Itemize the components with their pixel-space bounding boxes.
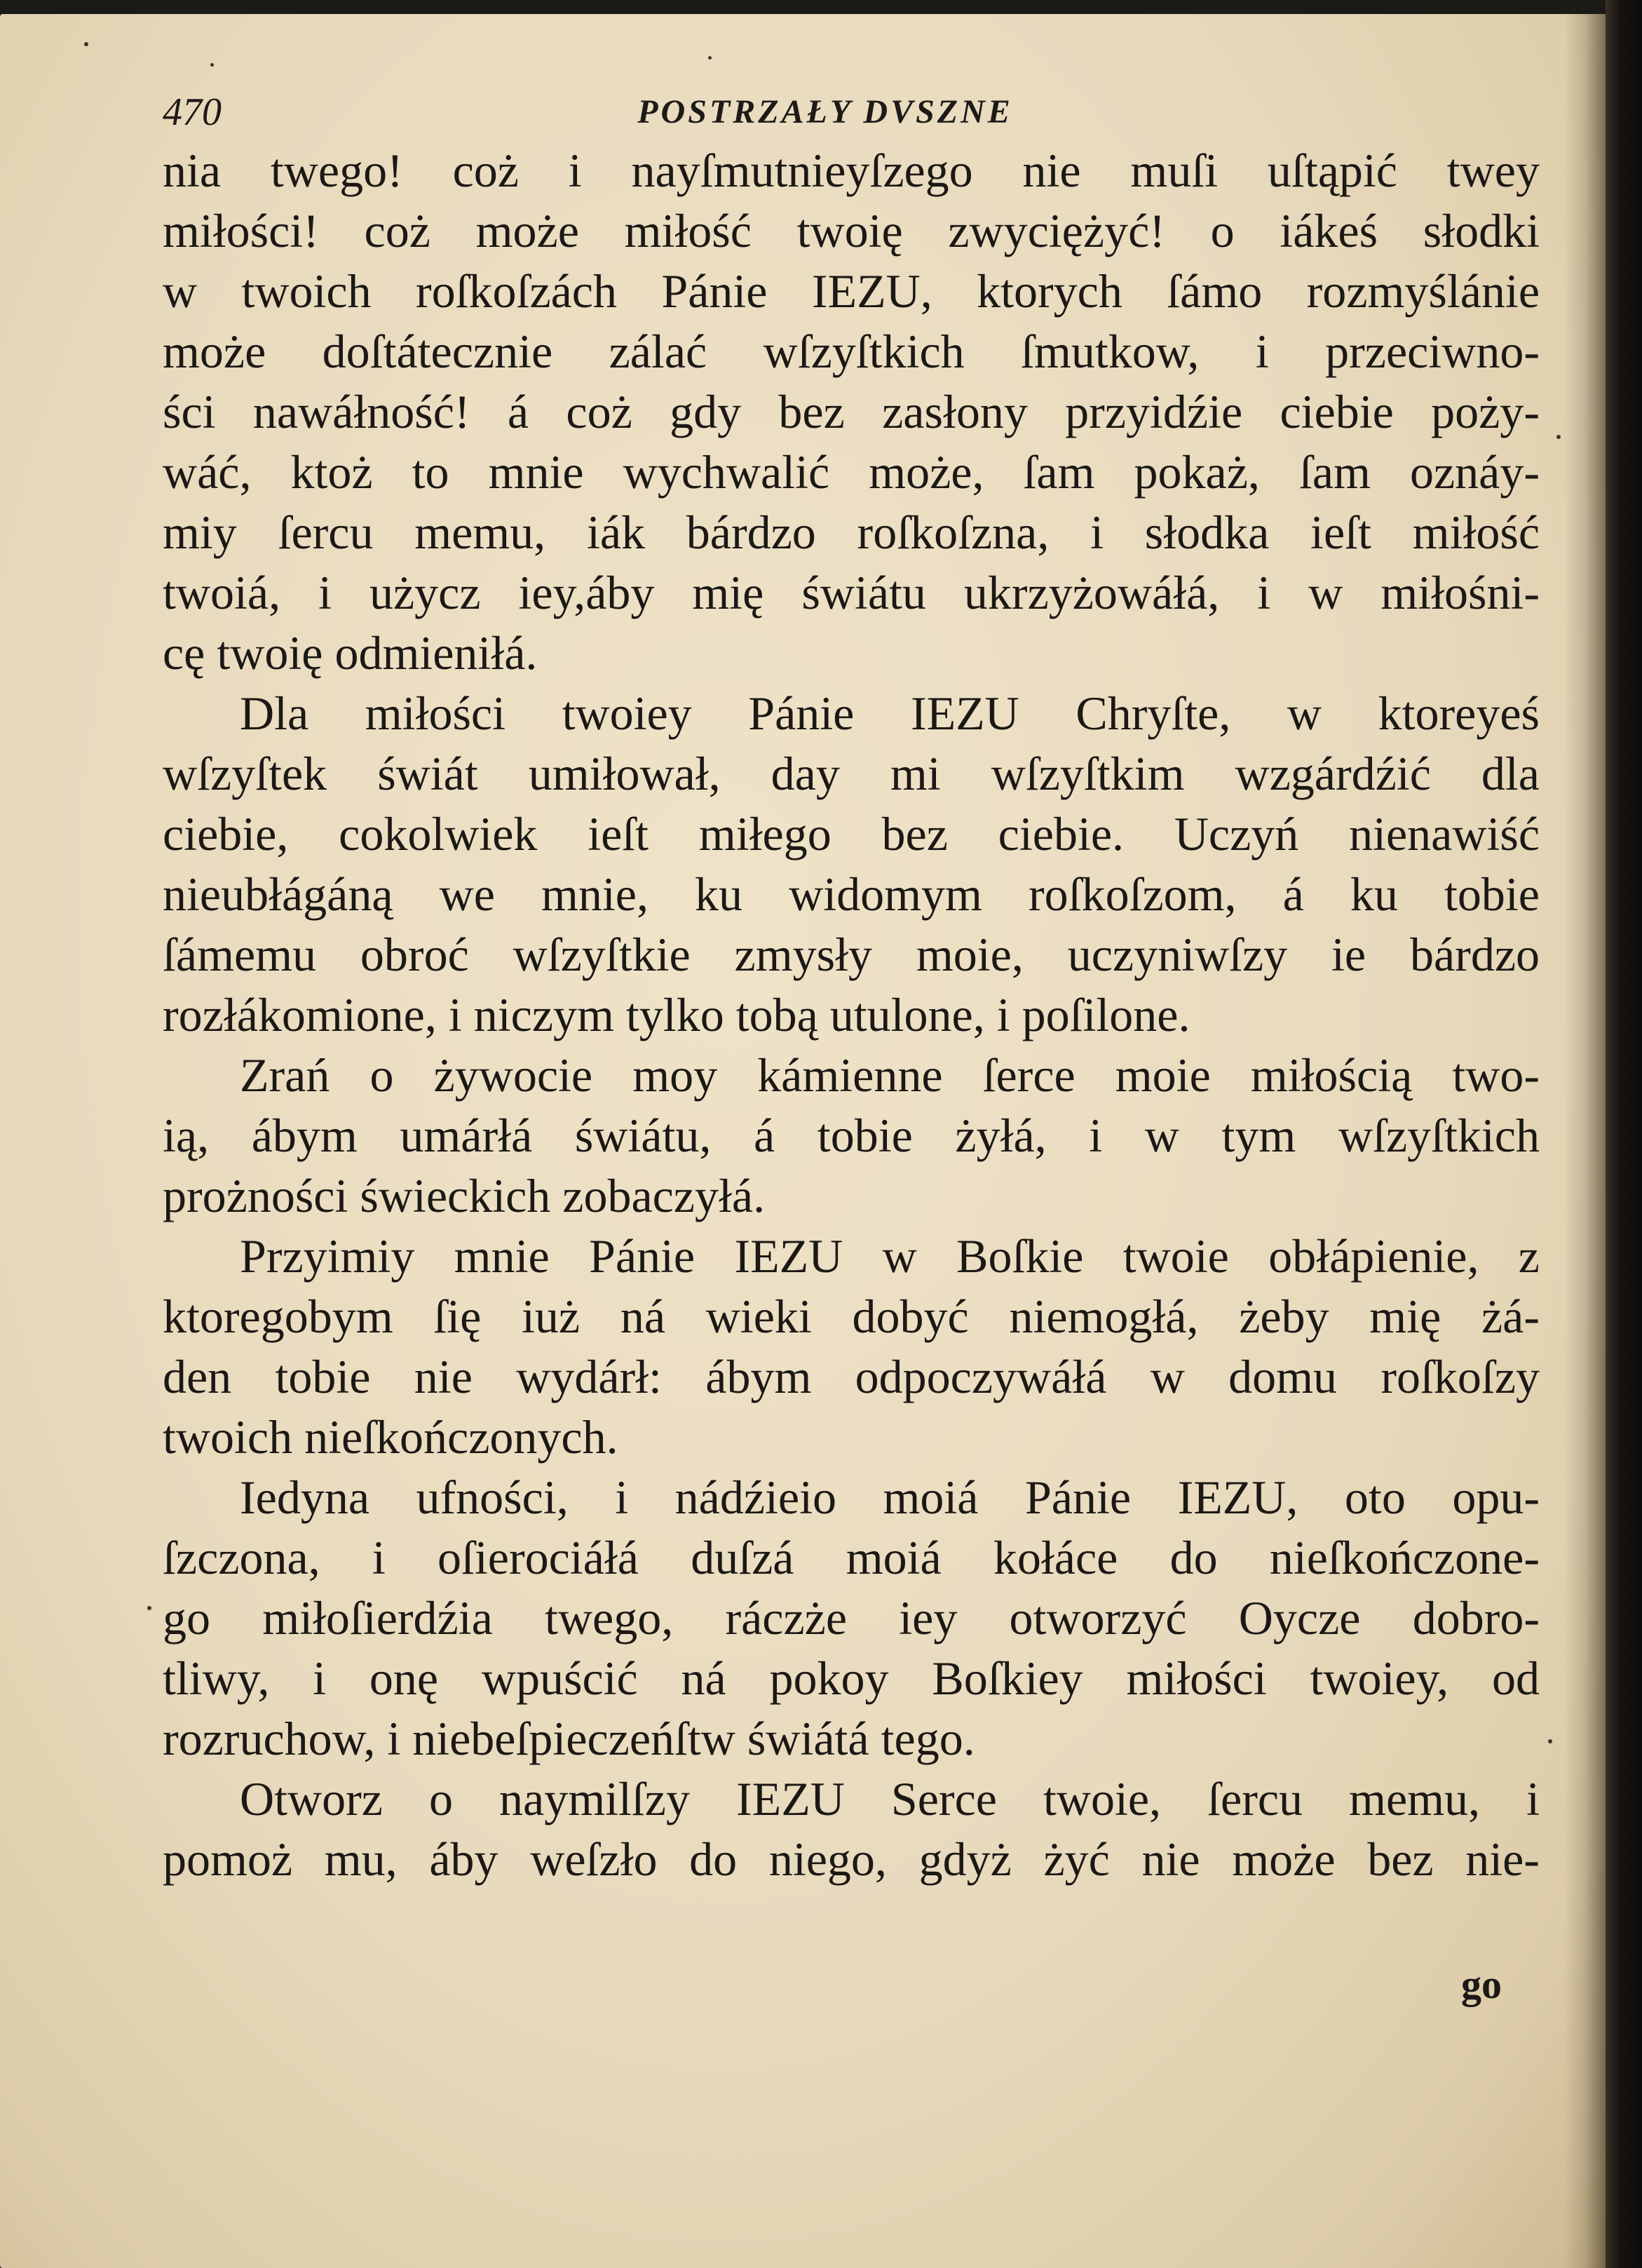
text-line: nieubłágáną we mnie, ku widomym roſkoſzom, á ku tobie xyxy=(163,868,1540,921)
text-line: rozruchow, i niebeſpieczeńſtw świátá tego. xyxy=(163,1712,975,1765)
text-line: wáć, ktoż to mnie wychwalić może, ſam pokaż, ſam oznáy- xyxy=(163,445,1540,499)
paragraph xyxy=(163,140,1540,683)
catchword: go xyxy=(1461,1962,1502,2007)
text-line: pomoż mu, áby weſzło do niego, gdyż żyć nie może bez nie- xyxy=(163,1832,1540,1886)
text-line: Otworz o naymilſzy IEZU Serce twoie, ſercu memu, i xyxy=(240,1772,1540,1825)
text-line: Iedyna ufności, i nádźieio moiá Pánie IEZU, oto opu- xyxy=(240,1471,1540,1524)
text-line: twoich nieſkończonych. xyxy=(163,1410,618,1464)
body-text xyxy=(163,140,1540,1889)
paper-speck xyxy=(147,1606,151,1610)
text-line: nia twego! coż i nayſmutnieyſzego nie muſi uſtąpić twey xyxy=(163,144,1540,197)
paper-speck xyxy=(1548,1739,1552,1743)
text-line: wſzyſtek świát umiłował, day mi wſzyſtkim wzgárdźić dla xyxy=(163,747,1540,800)
text-line: go miłoſierdźia twego, ráczże iey otworzyć Oycze dobro- xyxy=(163,1591,1540,1645)
text-line: ktoregobym ſię iuż ná wieki dobyć niemogłá, żeby mię żá- xyxy=(163,1290,1540,1343)
paper-speck xyxy=(708,56,712,60)
text-line: ią, ábym umárłá świátu, á tobie żyłá, i w tym wſzyſtkich xyxy=(163,1109,1540,1162)
page-edge-shadow xyxy=(1563,14,1606,2268)
paragraph xyxy=(163,1467,1540,1769)
text-line: prożności świeckich zobaczyłá. xyxy=(163,1169,766,1222)
text-line: w twoich roſkoſzách Pánie IEZU, ktorych ſámo rozmyślánie xyxy=(163,264,1540,318)
text-line: den tobie nie wydárł: ábym odpoczywáłá w domu roſkoſzy xyxy=(163,1350,1540,1403)
text-line: może doſtátecznie zálać wſzyſtkich ſmutkow, i przeciwno- xyxy=(163,325,1540,378)
text-line: miłości! coż może miłość twoię zwyciężyć! o iákeś słodki xyxy=(163,204,1540,257)
text-line: twoiá, i użycz iey,áby mię świátu ukrzyżowáłá, i w miłośni- xyxy=(163,566,1540,619)
paper-speck xyxy=(210,63,214,67)
text-line: Dla miłości twoiey Pánie IEZU Chryſte, w ktoreyeś xyxy=(240,687,1540,740)
running-head: POSTRZAŁY DVSZNE xyxy=(637,93,1013,130)
text-line: ſzczona, i oſierociáłá duſzá moiá kołáce do nieſkończone- xyxy=(163,1531,1540,1584)
paper-speck xyxy=(1556,435,1561,439)
text-line: rozłákomione, i niczym tylko tobą utulone, i poſilone. xyxy=(163,988,1190,1041)
text-line: tliwy, i onę wpuścić ná pokoy Boſkiey miłości twoiey, od xyxy=(163,1652,1540,1705)
book-spine-shadow xyxy=(1606,0,1642,2268)
text-line: Przyimiy mnie Pánie IEZU w Boſkie twoie obłápienie, z xyxy=(240,1229,1540,1283)
paragraph xyxy=(163,1769,1540,1889)
text-line: ciebie, cokolwiek ieſt miłego bez ciebie. Uczyń nienawiść xyxy=(163,807,1540,860)
paragraph xyxy=(163,1045,1540,1226)
paragraph xyxy=(163,1226,1540,1467)
text-line: cę twoię odmieniłá. xyxy=(163,626,538,680)
text-line: Zrań o żywocie moy kámienne ſerce moie miłością two- xyxy=(240,1048,1540,1102)
text-line: ſámemu obroć wſzyſtkie zmysły moie, uczyniwſzy ie bárdzo xyxy=(163,928,1540,981)
page-header xyxy=(163,84,1488,140)
page-number: 470 xyxy=(163,90,222,134)
text-line: ści nawáłność! á coż gdy bez zasłony przyidźie ciebie poży- xyxy=(163,385,1540,438)
paragraph xyxy=(163,683,1540,1045)
paper-speck xyxy=(84,42,88,46)
text-line: miy ſercu memu, iák bárdzo roſkoſzna, i słodka ieſt miłość xyxy=(163,506,1540,559)
